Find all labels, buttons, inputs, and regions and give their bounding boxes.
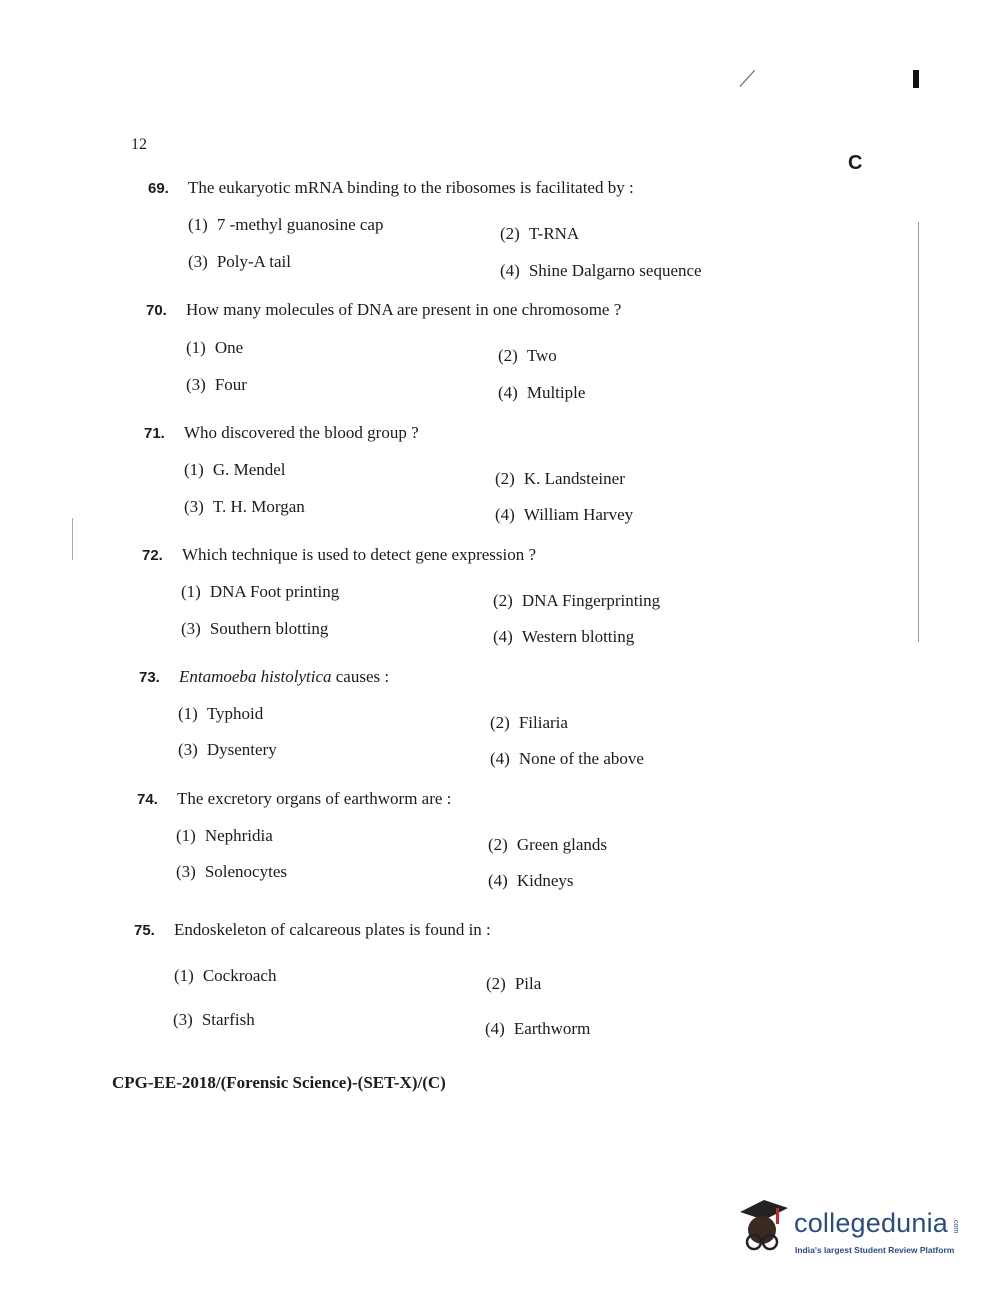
- question-73: [139, 667, 759, 768]
- option-text: Dysentery: [206, 740, 277, 759]
- option-2: [490, 713, 568, 733]
- option-4: [488, 871, 574, 891]
- question-75: [134, 920, 754, 1038]
- question-number: 72.: [142, 547, 163, 564]
- question-69: [148, 178, 768, 280]
- option-number: (4): [485, 1019, 505, 1038]
- option-1: [186, 338, 243, 358]
- scan-corner-mark: [913, 70, 919, 88]
- option-number: (1): [188, 215, 208, 234]
- question-text: Endoskeleton of calcareous plates is found in :: [174, 920, 491, 939]
- option-number: (3): [188, 252, 208, 271]
- option-text: Pila: [514, 974, 542, 993]
- question-number: 71.: [144, 425, 165, 442]
- option-text: T-RNA: [528, 224, 580, 243]
- option-number: (3): [178, 740, 198, 759]
- option-4: [500, 261, 702, 281]
- option-1: [174, 966, 276, 986]
- option-number: (1): [184, 460, 204, 479]
- option-text: T. H. Morgan: [212, 497, 305, 516]
- option-text: Filiaria: [518, 713, 568, 732]
- option-2: [486, 974, 541, 994]
- option-text: Typhoid: [206, 704, 264, 723]
- option-text: DNA Fingerprinting: [521, 591, 661, 610]
- option-3: [178, 740, 277, 760]
- option-1: [188, 215, 383, 235]
- option-number: (1): [174, 966, 194, 985]
- option-text: William Harvey: [523, 505, 634, 524]
- question-number: 75.: [134, 922, 155, 939]
- option-number: (4): [498, 383, 518, 402]
- option-number: (1): [181, 582, 201, 601]
- option-1: [176, 826, 273, 846]
- scan-edge-line: [918, 222, 919, 642]
- question-number: 70.: [146, 302, 167, 319]
- option-3: [184, 497, 305, 517]
- question-text: Which technique is used to detect gene expression ?: [182, 545, 537, 564]
- option-number: (3): [181, 619, 201, 638]
- option-text: Two: [526, 346, 557, 365]
- option-text: Poly-A tail: [216, 252, 291, 271]
- option-3: [176, 862, 287, 882]
- question-70: [146, 300, 766, 402]
- option-4: [490, 749, 644, 769]
- option-text: Multiple: [526, 383, 586, 402]
- option-number: (3): [184, 497, 204, 516]
- option-number: (2): [490, 713, 510, 732]
- option-2: [493, 591, 660, 611]
- option-text: Nephridia: [204, 826, 273, 845]
- question-text: The eukaryotic mRNA binding to the ribosomes is facilitated by :: [188, 178, 634, 197]
- option-4: [495, 505, 633, 525]
- set-letter-mark: C: [848, 152, 863, 174]
- option-2: [488, 835, 607, 855]
- option-text: K. Landsteiner: [523, 469, 625, 488]
- option-number: (1): [186, 338, 206, 357]
- option-4: [493, 627, 634, 647]
- option-text: Solenocytes: [204, 862, 287, 881]
- option-text: Cockroach: [202, 966, 277, 985]
- option-number: (1): [178, 704, 198, 723]
- option-text: Earthworm: [513, 1019, 591, 1038]
- watermark-name: collegedunia: [794, 1208, 949, 1238]
- option-text: Shine Dalgarno sequence: [528, 261, 702, 280]
- option-text: Four: [214, 375, 247, 394]
- option-text: Kidneys: [516, 871, 574, 890]
- option-text: Western blotting: [521, 627, 635, 646]
- question-number: 73.: [139, 669, 160, 686]
- question-text-rest: causes :: [331, 667, 390, 686]
- option-3: [181, 619, 328, 639]
- question-text: Who discovered the blood group ?: [184, 423, 419, 442]
- option-number: (1): [176, 826, 196, 845]
- option-3: [173, 1010, 255, 1030]
- option-1: [178, 704, 263, 724]
- option-4: [498, 383, 585, 403]
- option-number: (3): [186, 375, 206, 394]
- option-number: (3): [176, 862, 196, 881]
- option-number: (2): [495, 469, 515, 488]
- option-3: [186, 375, 247, 395]
- species-name: Entamoeba histolytica: [179, 667, 332, 686]
- option-text: Starfish: [201, 1010, 255, 1029]
- question-71: [144, 423, 764, 524]
- option-number: (2): [500, 224, 520, 243]
- option-2: [495, 469, 625, 489]
- option-number: (4): [488, 871, 508, 890]
- page-number: 12: [131, 136, 147, 153]
- option-number: (2): [486, 974, 506, 993]
- option-number: (3): [173, 1010, 193, 1029]
- option-text: One: [214, 338, 244, 357]
- option-1: [181, 582, 339, 602]
- option-number: (2): [498, 346, 518, 365]
- option-number: (4): [500, 261, 520, 280]
- option-text: G. Mendel: [212, 460, 286, 479]
- option-text: None of the above: [518, 749, 644, 768]
- option-4: [485, 1019, 590, 1039]
- question-number: 69.: [148, 180, 169, 197]
- scan-edge-line-left: [72, 518, 73, 560]
- option-number: (2): [493, 591, 513, 610]
- watermark-tagline: India's largest Student Review Platform: [795, 1245, 955, 1255]
- option-number: (4): [495, 505, 515, 524]
- scan-pen-mark: [740, 70, 755, 87]
- paper-code: CPG-EE-2018/(Forensic Science)-(SET-X)/(C): [112, 1073, 446, 1092]
- option-text: Green glands: [516, 835, 607, 854]
- option-number: (2): [488, 835, 508, 854]
- option-2: [498, 346, 557, 366]
- question-72: [142, 545, 762, 646]
- option-text: Southern blotting: [209, 619, 329, 638]
- option-number: (4): [493, 627, 513, 646]
- question-text: How many molecules of DNA are present in one chromosome ?: [186, 300, 622, 319]
- watermark-suffix: .com: [952, 1218, 959, 1234]
- question-text: [179, 667, 389, 687]
- option-text: DNA Foot printing: [209, 582, 340, 601]
- question-74: [137, 789, 757, 890]
- option-text: 7 -methyl guanosine cap: [216, 215, 384, 234]
- question-number: 74.: [137, 791, 158, 808]
- option-1: [184, 460, 286, 480]
- option-3: [188, 252, 291, 272]
- option-number: (4): [490, 749, 510, 768]
- question-text: The excretory organs of earthworm are :: [177, 789, 452, 808]
- option-2: [500, 224, 579, 244]
